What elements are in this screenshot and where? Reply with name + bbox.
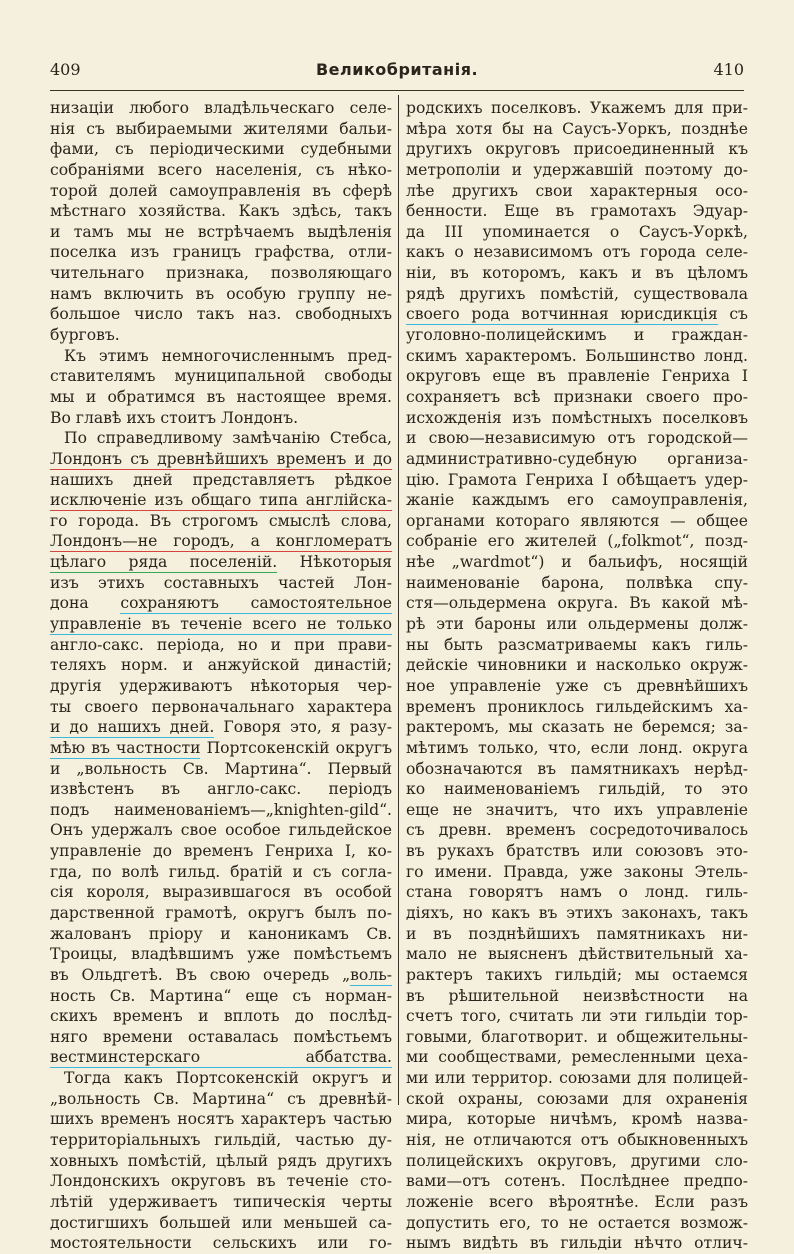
text-line: ской охраны, союзами для охраненія xyxy=(406,1089,748,1108)
highlighted-text: вестминстерскаго аббатства. xyxy=(50,1048,392,1068)
highlighted-text: существовала xyxy=(634,285,748,305)
page-number-left: 409 xyxy=(50,60,81,79)
text-line: говыми, благотворит. и общежительны- xyxy=(406,1027,748,1046)
text-line: чительнаго признака, позволяющаго xyxy=(50,264,392,283)
text-segment: Въ строгомъ смыслѣ слова, xyxy=(139,511,392,530)
text-segment: дона xyxy=(50,594,121,613)
highlighted-text: ность Св. Мартина“ xyxy=(50,987,231,1007)
text-line xyxy=(50,965,392,986)
highlighted-text: Лондонъ—не городъ, а конгломератъ xyxy=(50,532,392,552)
text-line: „вольность Св. Мартина“ съ древнѣй- xyxy=(50,1089,392,1108)
text-line: собраніями всего населенія, съ нѣко- xyxy=(50,160,392,179)
highlighted-text: и до нашихъ дней. xyxy=(50,718,214,738)
text-line: теляхъ норм. и анжуйской династій; xyxy=(50,656,392,675)
text-line xyxy=(50,593,392,614)
text-line: Онъ удержалъ свое особое гильдейское xyxy=(50,821,392,840)
text-line: бурговъ. xyxy=(50,326,120,345)
text-line: стя—ольдермена округа. Въ какой мѣ- xyxy=(406,594,748,613)
text-line: сохраняетъ всѣ признаки своего про- xyxy=(406,387,748,406)
text-line: и тамъ мы не встрѣчаемъ выдѣленія xyxy=(50,222,392,241)
text-line: полицейскихъ округовъ, другими сло- xyxy=(406,1151,748,1170)
text-line: наименованіе барона, полвѣка спу- xyxy=(406,573,748,592)
text-line: ны быть разсматриваемы какъ гиль- xyxy=(406,635,748,654)
text-line xyxy=(406,284,748,305)
text-line xyxy=(50,552,392,573)
text-line: въ рѣшительной неизвѣстности на xyxy=(406,986,748,1005)
text-line xyxy=(50,986,392,1007)
text-line: фами, съ періодическими судебными xyxy=(50,140,392,159)
text-line: собраніе его жителей („folkmot“, позд- xyxy=(406,532,748,551)
text-line: метрополіи и удержавшій поэтому до- xyxy=(406,160,748,179)
highlighted-text: нашихъ дней представляетъ рѣдкое xyxy=(50,471,392,491)
highlighted-text: няго времени оставалась помѣстьемъ xyxy=(50,1028,392,1048)
highlighted-text: сохраняютъ самостоятельное xyxy=(120,594,392,614)
text-line: го имени. Правда, уже законы Этель- xyxy=(406,862,748,881)
text-line: счетъ того, считать ли эти гильдіи тор- xyxy=(406,1007,748,1026)
highlighted-text: мѣю въ частности xyxy=(50,739,200,759)
text-line: дейскіе чиновники и насколько окруж- xyxy=(406,656,748,675)
highlighted-text: Лондонъ съ древнѣйшихъ временъ и до xyxy=(50,450,392,470)
text-line: въ рукахъ братствъ или союзовъ это- xyxy=(406,842,748,861)
text-line: гда, по волѣ гильд. братій и съ согла- xyxy=(50,862,392,881)
text-line: органами котораго являются — общее xyxy=(406,511,748,530)
text-line: нымъ видѣть въ гильдіи нѣчто отлич- xyxy=(406,1234,748,1253)
highlighted-text: своего рода вотчинная юрисдикція xyxy=(406,305,718,325)
text-line: мира, которые ничѣмъ, кромѣ назва- xyxy=(406,1110,748,1129)
text-line: жалованъ пріору и каноникамъ Св. xyxy=(50,924,392,943)
text-line: ми сообществами, ремесленными цеха- xyxy=(406,1048,748,1067)
text-line: исхожденія изъ помѣстныхъ поселковъ xyxy=(406,408,748,427)
text-line: шихъ временъ носятъ характеръ частью xyxy=(50,1110,392,1129)
text-line xyxy=(50,1047,392,1068)
text-line xyxy=(50,449,392,470)
text-segment: съ xyxy=(717,305,748,324)
text-line: Лондонскихъ округовъ въ теченіе сто- xyxy=(50,1172,392,1191)
highlighted-text: исключеніе изъ общаго типа англійска- xyxy=(50,491,392,511)
text-line: бенности. Еще въ грамотахъ Эдуар- xyxy=(406,202,748,221)
text-line: Во главѣ ихъ стоитъ Лондонъ. xyxy=(50,408,299,427)
text-line: скимъ характеромъ. Большинство лонд. xyxy=(406,346,748,365)
text-line: и въ позднѣйшихъ памятникахъ ни- xyxy=(406,924,748,943)
text-line: діяхъ, но какъ въ этихъ законахъ, такъ xyxy=(406,903,748,922)
text-line: нія, не отличаются отъ обыкновенныхъ xyxy=(406,1131,748,1150)
text-line xyxy=(50,1027,392,1048)
text-line: ко наименованіемъ гильдій, то это xyxy=(406,780,748,799)
text-segment: въ Ольдгетѣ. Въ свою очередь „ xyxy=(50,965,351,984)
text-line: мѣтимъ только, что, если лонд. округа xyxy=(406,738,748,757)
text-line: мало не выясненъ дѣйствительный ха- xyxy=(406,945,748,964)
text-line: поселка изъ границъ графства, отли- xyxy=(50,243,392,262)
highlighted-text: го города. xyxy=(50,512,139,532)
text-line: какъ о независимомъ отъ города селе- xyxy=(406,243,748,262)
header-rule xyxy=(50,90,744,91)
text-line: подъ наименованіемъ—„knighten-gild“. xyxy=(50,800,392,819)
text-line: жаніе каждымъ его самоуправленія, xyxy=(406,491,748,510)
page-header xyxy=(50,60,744,88)
text-line: цію. Грамота Генриха I обѣщаетъ удер- xyxy=(406,470,748,489)
running-title: Великобританія. xyxy=(315,60,479,79)
text-line: родскихъ поселковъ. Укажемъ для при- xyxy=(406,99,748,117)
text-line: рактеръ такихъ гильдій; мы остаемся xyxy=(406,965,748,984)
text-line: округовъ еще въ правленіе Генриха I xyxy=(406,367,748,386)
text-line: ставителямъ муниципальной свободы xyxy=(50,367,392,386)
text-line: скихъ временъ и вплоть до послѣд- xyxy=(50,1007,392,1026)
text-line xyxy=(50,490,392,511)
text-segment: рядѣ другихъ помѣстій, xyxy=(406,284,634,303)
text-line: мостоятельности сельскихъ или го- xyxy=(50,1234,392,1253)
text-line: англо-сакс. періода, но и при прави- xyxy=(50,635,392,654)
text-line xyxy=(50,511,392,532)
page-number-right: 410 xyxy=(713,60,744,79)
text-line: и свою—независимую отъ городской— xyxy=(406,429,748,448)
text-segment: Портсокенскій округъ xyxy=(200,738,392,757)
text-line: рактеромъ, мы сказать не беремся; за- xyxy=(406,718,748,737)
text-line: нія съ выбираемыми жителями бальи- xyxy=(50,119,392,138)
column-divider xyxy=(398,95,399,1105)
left-column xyxy=(50,98,392,1254)
text-line xyxy=(406,304,748,325)
text-line: съ древн. временъ сосредоточивалось xyxy=(406,821,748,840)
text-line xyxy=(50,738,392,759)
text-line: извѣстенъ въ англо-сакс. періодъ xyxy=(50,780,392,799)
text-line: и „вольность Св. Мартина“. Первый xyxy=(50,759,392,778)
text-line: лѣе другихъ свои характерныя осо- xyxy=(406,181,748,200)
text-line: мѣра хотя бы на Саусъ-Уоркъ, позднѣе xyxy=(406,119,748,138)
text-line: По справедливому замѣчанію Стебса, xyxy=(64,429,392,448)
right-column xyxy=(406,98,748,1254)
text-line: Къ этимъ немногочисленнымъ пред- xyxy=(64,346,392,365)
text-line xyxy=(50,470,392,491)
highlighted-text: цѣлаго ряда поселеній. xyxy=(50,553,277,573)
text-line: обозначаются въ памятникахъ нерѣд- xyxy=(406,759,748,778)
text-line: торой долей самоуправленія въ сферѣ xyxy=(50,181,392,200)
text-line: достигшихъ большей или меньшей са- xyxy=(50,1213,392,1232)
text-line: намъ включить въ особую группу не- xyxy=(50,284,392,303)
text-line: административно-судебную организа- xyxy=(406,449,748,468)
text-line: мѣстнаго хозяйства. Какъ здѣсь, такъ xyxy=(50,202,392,221)
text-line xyxy=(50,717,392,738)
text-line: рѣ эти бароны или ольдермены долж- xyxy=(406,615,748,634)
text-segment: Говоря это, я разу- xyxy=(214,718,392,737)
text-line: сія короля, выразившагося въ особой xyxy=(50,883,392,902)
text-line: вами—отъ сотенъ. Послѣднее предпо- xyxy=(406,1172,748,1191)
text-line: ми или территор. союзами для полицей- xyxy=(406,1069,748,1088)
text-line: допустить его, то не остается возмож- xyxy=(406,1213,748,1232)
text-line xyxy=(50,531,392,552)
text-line: стана говорятъ намъ о лонд. гиль- xyxy=(406,883,748,902)
text-line: еще не значитъ, что ихъ управленіе xyxy=(406,800,748,819)
text-line xyxy=(50,614,392,635)
text-segment: еще съ норман- xyxy=(231,986,392,1005)
text-line: уголовно-полицейскимъ и граждан- xyxy=(406,326,748,345)
text-line: большое число такъ наз. свободныхъ xyxy=(50,305,392,324)
text-line: другихъ округовъ присоединенный къ xyxy=(406,140,748,159)
text-line: ное управленіе уже съ древнѣйшихъ xyxy=(406,676,748,695)
text-line: временъ прониклось гильдейскимъ ха- xyxy=(406,697,748,716)
text-line: нѣе „wardmot“) и бальифъ, носящій xyxy=(406,553,748,572)
text-line: территоріальныхъ гильдій, частью ду- xyxy=(50,1131,392,1150)
text-line: управленіе до временъ Генриха I, ко- xyxy=(50,842,392,861)
text-line: лѣтій удерживаетъ типическія черты xyxy=(50,1192,392,1211)
highlighted-text: управленіе въ теченіе всего не только xyxy=(50,615,392,635)
text-line: мы и обратимся въ настоящее время. xyxy=(50,387,392,406)
text-line: ты своего первоначальнаго характера xyxy=(50,697,392,716)
text-line: дарственной грамотѣ, округъ былъ по- xyxy=(50,903,392,922)
text-line: Троицы, владѣвшимъ уже помѣстьемъ xyxy=(50,945,392,964)
highlighted-text: воль- xyxy=(350,966,392,986)
text-line: ніи, въ которомъ, какъ и въ цѣломъ xyxy=(406,264,748,283)
text-segment: Нѣкоторыя xyxy=(277,553,392,572)
text-line: низаціи любого владѣльческаго селе- xyxy=(50,99,392,117)
text-line: Тогда какъ Портсокенскій округъ и xyxy=(64,1069,392,1088)
text-line: ховныхъ помѣстій, цѣлый рядъ другихъ xyxy=(50,1151,392,1170)
text-line: ложеніе всего вѣроятнѣе. Если разъ xyxy=(406,1192,748,1211)
text-line: да III упоминается о Саусъ-Уоркѣ, xyxy=(406,222,748,241)
text-line: изъ этихъ составныхъ частей Лон- xyxy=(50,573,392,592)
text-line: другія удерживаютъ нѣкоторыя чер- xyxy=(50,676,392,695)
